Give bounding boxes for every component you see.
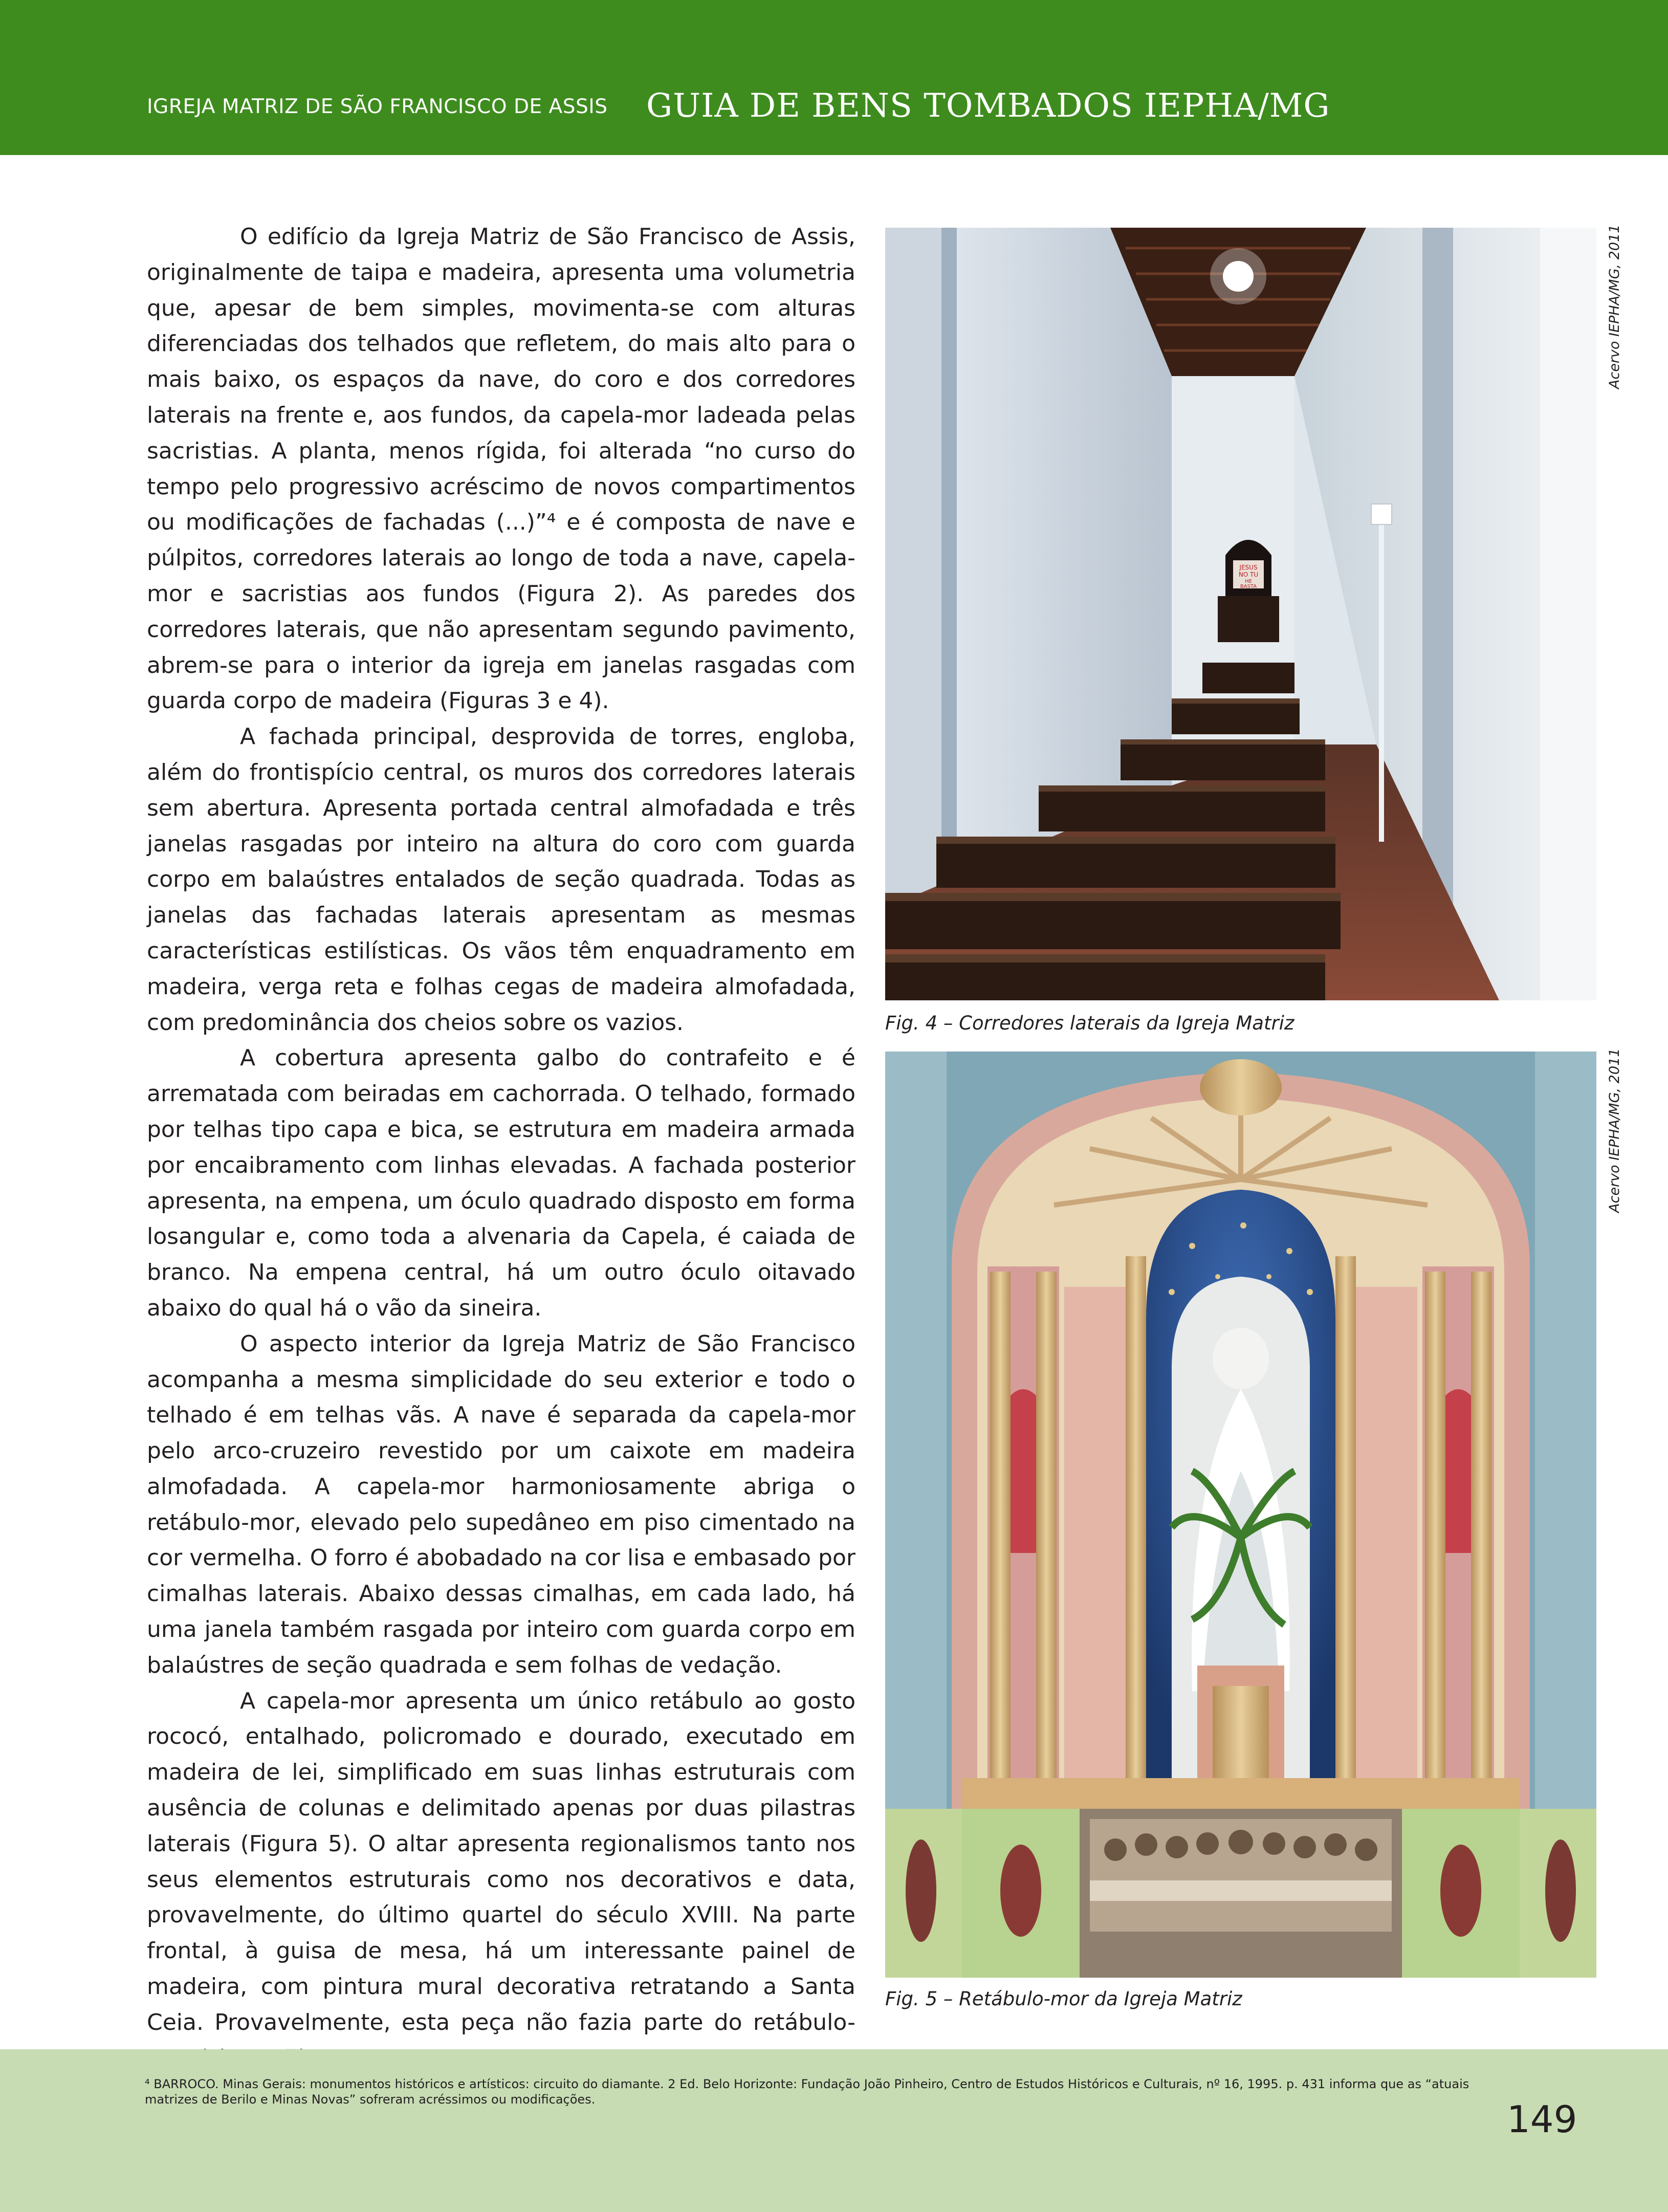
- page-header: [0, 0, 1668, 155]
- body-text: [147, 219, 855, 2076]
- altar-sign-line: JESUS: [1239, 564, 1258, 571]
- paragraph: A cobertura apresenta galbo do contrafeito e é arrematada com beiradas em cachorrada. O telhado, formado por telhas tipo capa e bica, se estrutura em madeira armada por encaibramento com linhas elevadas. A fachada posterior apresenta, na empena, um óculo quadrado disposto em forma losangular e, como toda a alvenaria da Capela, é caiada de branco. Na empena central, há um outro óculo oitavado abaixo do qual há o vão da sineira.: [147, 1045, 855, 1321]
- paragraph: O aspecto interior da Igreja Matriz de São Francisco acompanha a mesma simplicidade do seu exterior e todo o telhado é em telhas vãs. A nave é separada da capela-mor pelo arco-cruzeiro revestido por um caixote em madeira almofadada. A capela-mor harmoniosamente abriga o retábulo-mor, elevado pelo supedâneo em piso cimentado na cor vermelha. O forro é abobadado na cor lisa e embasado por cimalhas laterais. Abaixo dessas cimalhas, em cada lado, há uma janela também rasgada por inteiro com guarda corpo em balaústres de seção quadrada e sem folhas de vedação.: [147, 1330, 855, 1678]
- figure-4-photo: [885, 228, 1596, 1000]
- paragraph: O edifício da Igreja Matriz de São Francisco de Assis, originalmente de taipa e madeira, apresenta uma volumetria que, apesar de bem simples, movimenta-se com alturas diferenciadas dos telhados que refletem, do mais alto para o mais baixo, os espaços da nave, do coro e dos corredores laterais na frente e, aos fundos, da capela-mor ladeada pelas sacristias. A planta, menos rígida, foi alterada “no curso do tempo pelo progressivo acréscimo de novos compartimentos ou modificações de fachadas (...)”⁴ e é composta de nave e púlpitos, corredores laterais ao longo de toda a nave, capela-mor e sacristias aos fundos (Figura 2). As paredes dos corredores laterais, que não apresentam segundo pavimento, abrem-se para o interior da igreja em janelas rasgadas com guarda corpo de madeira (Figuras 3 e 4).: [147, 224, 855, 714]
- paragraph: A fachada principal, desprovida de torres, engloba, além do frontispício central, os muros dos corredores laterais sem abertura. Apresenta portada central almofadada e três janelas rasgadas por inteiro na altura do coro com guarda corpo em balaústres entalados de seção quadrada. Todas as janelas das fachadas laterais apresentam as mesmas características estilísticas. Os vãos têm enquadramento em madeira, verga reta e folhas cegas de madeira almofadada, com predominância dos cheios sobre os vazios.: [147, 724, 855, 1036]
- figure-4-credit: Acervo IEPHA/MG, 2011: [1607, 224, 1622, 389]
- figure-5-caption: Fig. 5 – Retábulo-mor da Igreja Matriz: [885, 1988, 1242, 2010]
- header-guide-title: GUIA DE BENS TOMBADOS IEPHA/MG: [646, 87, 1330, 125]
- page-number: 149: [1507, 2098, 1577, 2141]
- paragraph: A capela-mor apresenta um único retábulo ao gosto rococó, entalhado, policromado e dourado, executado em madeira de lei, simplificado em suas linhas estruturais com ausência de colunas e delimitado apenas por duas pilastras laterais (Figura 5). O altar apresenta regionalismos tanto nos seus elementos estruturais como nos decorativos e data, provavelmente, do último quartel do século XVIII. Na parte frontal, à guisa de mesa, há um interessante painel de madeira, com pintura mural decorativa retratando a Santa Ceia. Provavelmente, esta peça não fazia parte do retábulo-: [147, 1688, 855, 2035]
- header-kicker: IGREJA MATRIZ DE SÃO FRANCISCO DE ASSIS: [147, 95, 608, 118]
- figure-5-credit: Acervo IEPHA/MG, 2011: [1607, 1048, 1622, 1213]
- figure-5-photo: [885, 1052, 1596, 1978]
- altar-sign-line: BASTA: [1240, 584, 1257, 589]
- altar-sign-line: NO TU: [1238, 571, 1259, 578]
- page-footer: [0, 2049, 1668, 2212]
- altar-sign-line: HE: [1245, 579, 1252, 584]
- footnote: ⁴ BARROCO. Minas Gerais: monumentos históricos e artísticos: circuito do diamante. 2 Ed. Belo Horizonte: Fundação João Pinheiro, Centro de Estudos Históricos e Culturais, nº 16, 1995. p. 431 informa que as “atuais matrizes de Berilo e Minas Novas” sofreram acréssimos ou modificações.: [145, 2077, 1469, 2107]
- corridor-illustration: [885, 228, 1596, 1000]
- altarpiece-illustration: [885, 1052, 1596, 1978]
- figure-4-caption: Fig. 4 – Corredores laterais da Igreja Matriz: [885, 1012, 1294, 1034]
